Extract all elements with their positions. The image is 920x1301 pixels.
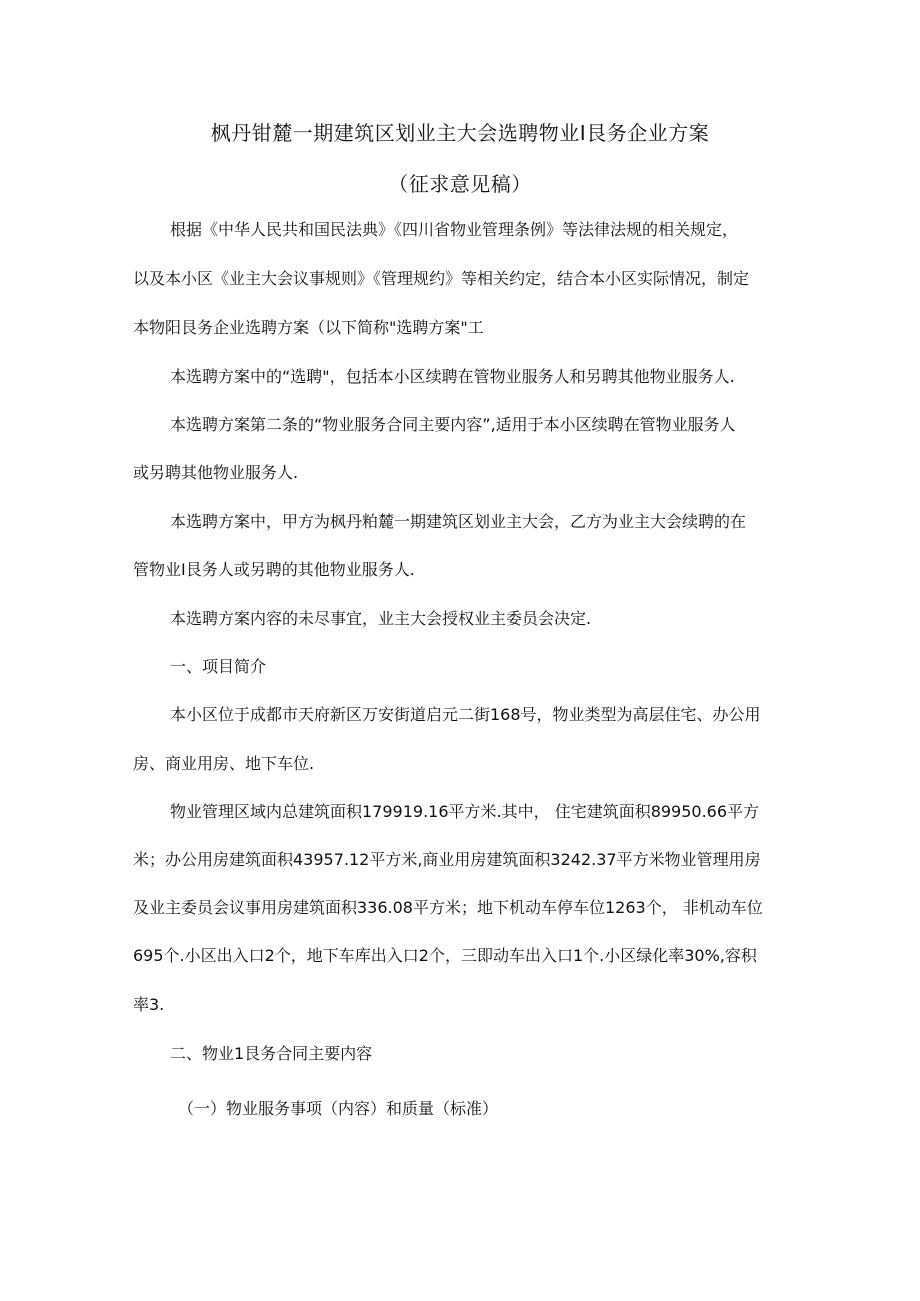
paragraph-line: 率3. xyxy=(133,995,165,1014)
document-subtitle: （征求意见稿） xyxy=(388,172,532,196)
paragraph-line: 物业管理区域内总建筑面积179919.16平方米.其中， 住宅建筑面积89950.66平方 xyxy=(170,802,760,821)
paragraph-line: 本选聘方案第二条的“物业服务合同主要内容”,适用于本小区续聘在管物业服务人 xyxy=(170,415,736,434)
paragraph-line: 以及本小区《业主大会议事规则》《管理规约》等相关约定，结合本小区实际情况，制定 xyxy=(133,269,750,288)
paragraph-line: 根据《中华人民共和国民法典》《四川省物业管理条例》等法律法规的相关规定， xyxy=(170,220,739,239)
paragraph-line: 本选聘方案内容的未尽事宜，业主大会授权业主委员会决定. xyxy=(170,609,592,628)
paragraph-line: 本物阳艮务企业选聘方案（以下简称"选聘方案"工 xyxy=(133,318,484,337)
document-title: 枫丹钳麓一期建筑区划业主大会选聘物业I艮务企业方案 xyxy=(210,121,710,145)
paragraph-line: 本小区位于成都市天府新区万安街道启元二街168号，物业类型为高层住宅、办公用 xyxy=(170,705,761,724)
paragraph-line: 管物业I艮务人或另聘的其他物业服务人. xyxy=(133,560,415,579)
paragraph-line: 695个.小区出入口2个，地下车库出入口2个，三即动车出入口1个.小区绿化率30%,容积 xyxy=(133,946,757,965)
subsection-heading: （一）物业服务事项（内容）和质量（标准） xyxy=(178,1099,499,1118)
paragraph-line: 及业主委员会议事用房建筑面积336.08平方米；地下机动车停车位1263个， 非机动车位 xyxy=(133,898,763,917)
paragraph-line: 本选聘方案中的“选聘"，包括本小区续聘在管物业服务人和另聘其他物业服务人. xyxy=(170,367,735,386)
paragraph-line: 房、商业用房、地下车位. xyxy=(133,754,315,773)
section-heading: 一、项目简介 xyxy=(170,657,267,676)
paragraph-line: 米；办公用房建筑面积43957.12平方米,商业用房建筑面积3242.37平方米物业管理用房 xyxy=(133,850,761,869)
paragraph-line: 或另聘其他物业服务人. xyxy=(133,463,299,482)
section-heading: 二、物业1艮务合同主要内容 xyxy=(170,1044,373,1063)
paragraph-line: 本选聘方案中，甲方为枫丹粕麓一期建筑区划业主大会，乙方为业主大会续聘的在 xyxy=(170,512,747,531)
